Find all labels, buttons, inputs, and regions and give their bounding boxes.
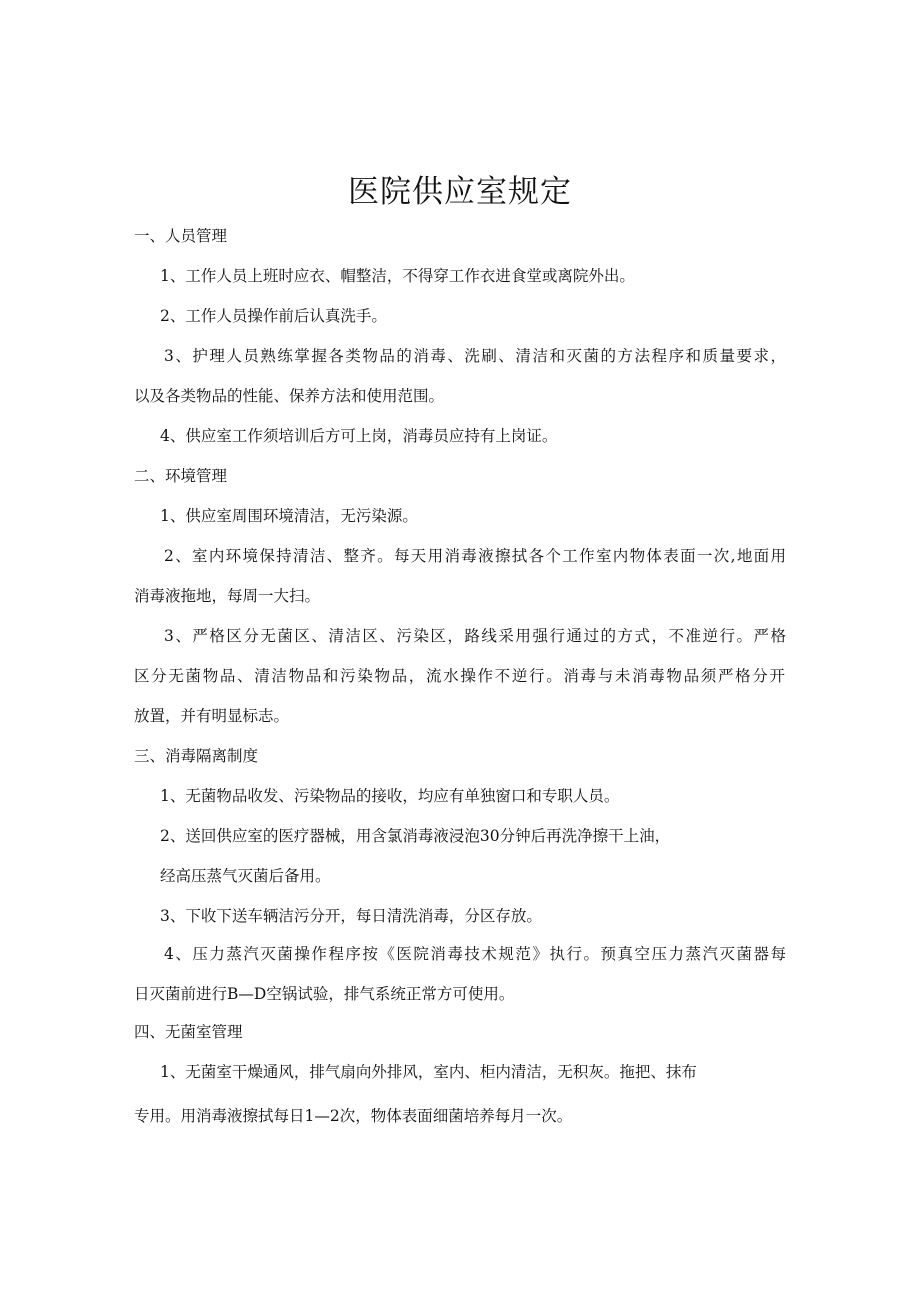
- section-heading: 二、环境管理: [134, 467, 228, 485]
- text-line: 3、严格区分无菌区、清洁区、污染区，路线采用强行通过的方式，不准逆行。严格: [164, 627, 786, 645]
- text-line: 2、室内环境保持清洁、整齐。每天用消毒液擦拭各个工作室内物体表面一次,地面用: [164, 547, 786, 565]
- section-heading: 三、消毒隔离制度: [134, 747, 259, 765]
- text-line: 1、工作人员上班时应衣、帽整洁，不得穿工作衣进食堂或离院外出。: [160, 267, 635, 285]
- text-line: 以及各类物品的性能、保养方法和使用范围。: [134, 387, 445, 405]
- text-line: 2、送回供应室的医疗器械，用含氯消毒液浸泡30分钟后再洗净擦干上油，: [160, 827, 671, 845]
- text-line: 放置，并有明显标志。: [134, 707, 290, 725]
- text-line: 经高压蒸气灭菌后备用。: [160, 867, 331, 885]
- text-line: 4、供应室工作须培训后方可上岗，消毒员应持有上岗证。: [160, 427, 558, 445]
- section-heading: 四、无菌室管理: [134, 1023, 243, 1041]
- text-line: 3、护理人员熟练掌握各类物品的消毒、洗刷、清洁和灭菌的方法程序和质量要求，: [164, 347, 786, 365]
- text-line: 4、压力蒸汽灭菌操作程序按《医院消毒技术规范》执行。预真空压力蒸汽灭菌器每: [164, 945, 786, 963]
- text-line: 消毒液拖地，每周一大扫。: [134, 587, 321, 605]
- text-line: 1、供应室周围环境清洁，无污染源。: [160, 507, 418, 525]
- text-line: 专用。用消毒液擦拭每日1—2次，物体表面细菌培养每月一次。: [134, 1107, 573, 1125]
- text-line: 1、无菌物品收发、污染物品的接收，均应有单独窗口和专职人员。: [160, 787, 620, 805]
- section-heading: 一、人员管理: [134, 227, 228, 245]
- text-line: 区分无菌物品、清洁物品和污染物品，流水操作不逆行。消毒与未消毒物品须严格分开: [134, 667, 785, 685]
- text-line: 日灭菌前进行B—D空锅试验，排气系统正常方可使用。: [134, 985, 515, 1003]
- text-line: 2、工作人员操作前后认真洗手。: [160, 307, 387, 325]
- text-line: 1、无菌室干燥通风，排气扇向外排风，室内、柜内清洁，无积灰。拖把、抹布: [160, 1063, 697, 1081]
- document-title: 医院供应室规定: [348, 174, 572, 210]
- text-line: 3、下收下送车辆洁污分开，每日清洗消毒，分区存放。: [160, 907, 542, 925]
